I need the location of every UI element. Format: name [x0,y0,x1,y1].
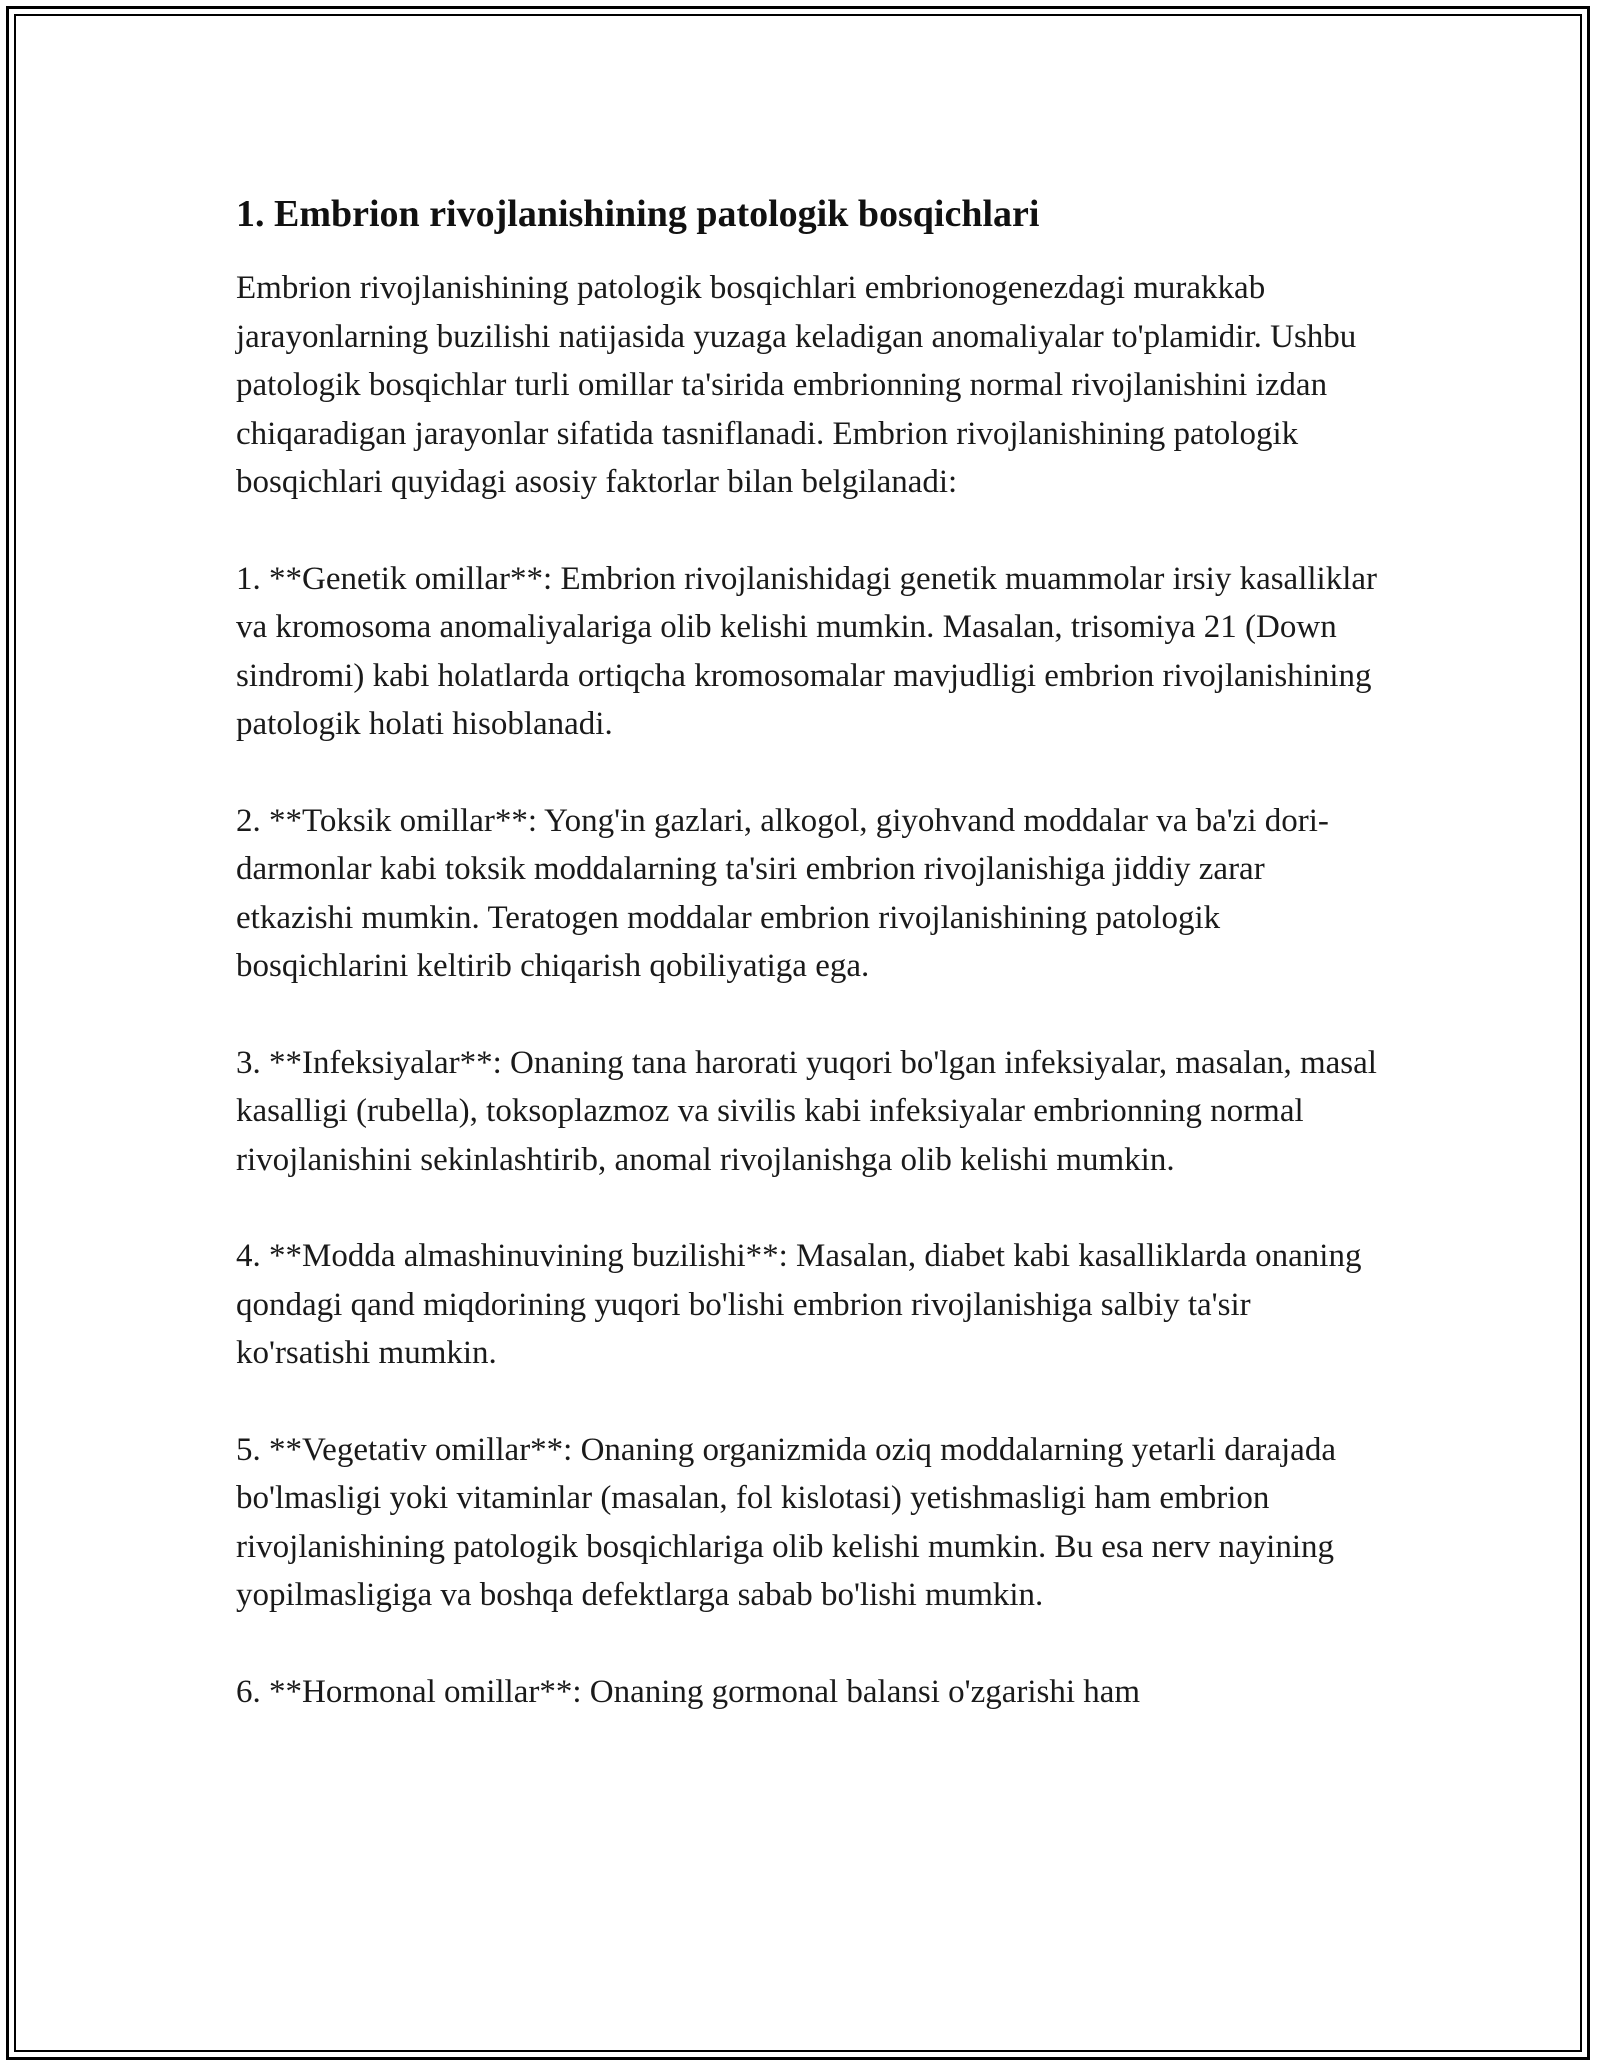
factor-metabolism-paragraph: 4. **Modda almashinuvining buzilishi**: Masalan, diabet kabi kasalliklarda onaning qondagi qand miqdorining yuqori bo'lishi embrion rivojlanishiga salbiy ta'sir ko'rsatishi mumkin. [236,1238,1362,1371]
document-body [236,186,1386,1764]
intro-paragraph: Embrion rivojlanishining patologik bosqichlari embrionogenezdagi murakkab jarayonlarning buzilishi natijasida yuzaga keladigan anomaliyalar to'plamidir. Ushbu patologik bosqichlar turli omillar ta'sirida embrionning normal rivojlanishini izdan chiqaradigan jarayonlar sifatida tasniflanadi. Embrion rivojlanishining patologik bosqichlari quyidagi asosiy faktorlar bilan belgilanadi: [236,270,1357,500]
factor-genetic-paragraph: 1. **Genetik omillar**: Embrion rivojlanishidagi genetik muammolar irsiy kasalliklar va kromosoma anomaliyalariga olib kelishi mumkin. Masalan, trisomiya 21 (Down sindromi) kabi holatlarda ortiqcha kromosomalar mavjudligi embrion rivojlanishining patologik holati hisoblanadi. [236,560,1378,742]
factor-infections-paragraph: 3. **Infeksiyalar**: Onaning tana harorati yuqori bo'lgan infeksiyalar, masalan, masal kasalligi (rubella), toksoplazmoz va sivilis kabi infeksiyalar embrionning normal rivojlanishini sekinlashtirib, anomal rivojlanishga olib kelishi mumkin. [236,1044,1377,1178]
factor-vegetative-paragraph: 5. **Vegetativ omillar**: Onaning organizmida oziq moddalarning yetarli darajada bo'lmasligi yoki vitaminlar (masalan, fol kislotasi) yetishmasligi ham embrion rivojlanishining patologik bosqichlariga olib kelishi mumkin. Bu esa nerv nayining yopilmasligiga va boshqa defektlarga sabab bo'lishi mumkin. [236,1431,1336,1613]
factor-toxic-paragraph: 2. **Toksik omillar**: Yong'in gazlari, alkogol, giyohvand moddalar va ba'zi dori-darmonlar kabi toksik moddalarning ta'siri embrion rivojlanishiga jiddiy zarar etkazishi mumkin. Teratogen moddalar embrion rivojlanishining patologik bosqichlarini keltirib chiqarish qobiliyatiga ega. [236,802,1329,984]
factor-hormonal-paragraph: 6. **Hormonal omillar**: Onaning gormonal balansi o'zgarishi ham [236,1673,1141,1710]
section-heading: 1. Embrion rivojlanishining patologik bosqichlari [236,193,1040,235]
